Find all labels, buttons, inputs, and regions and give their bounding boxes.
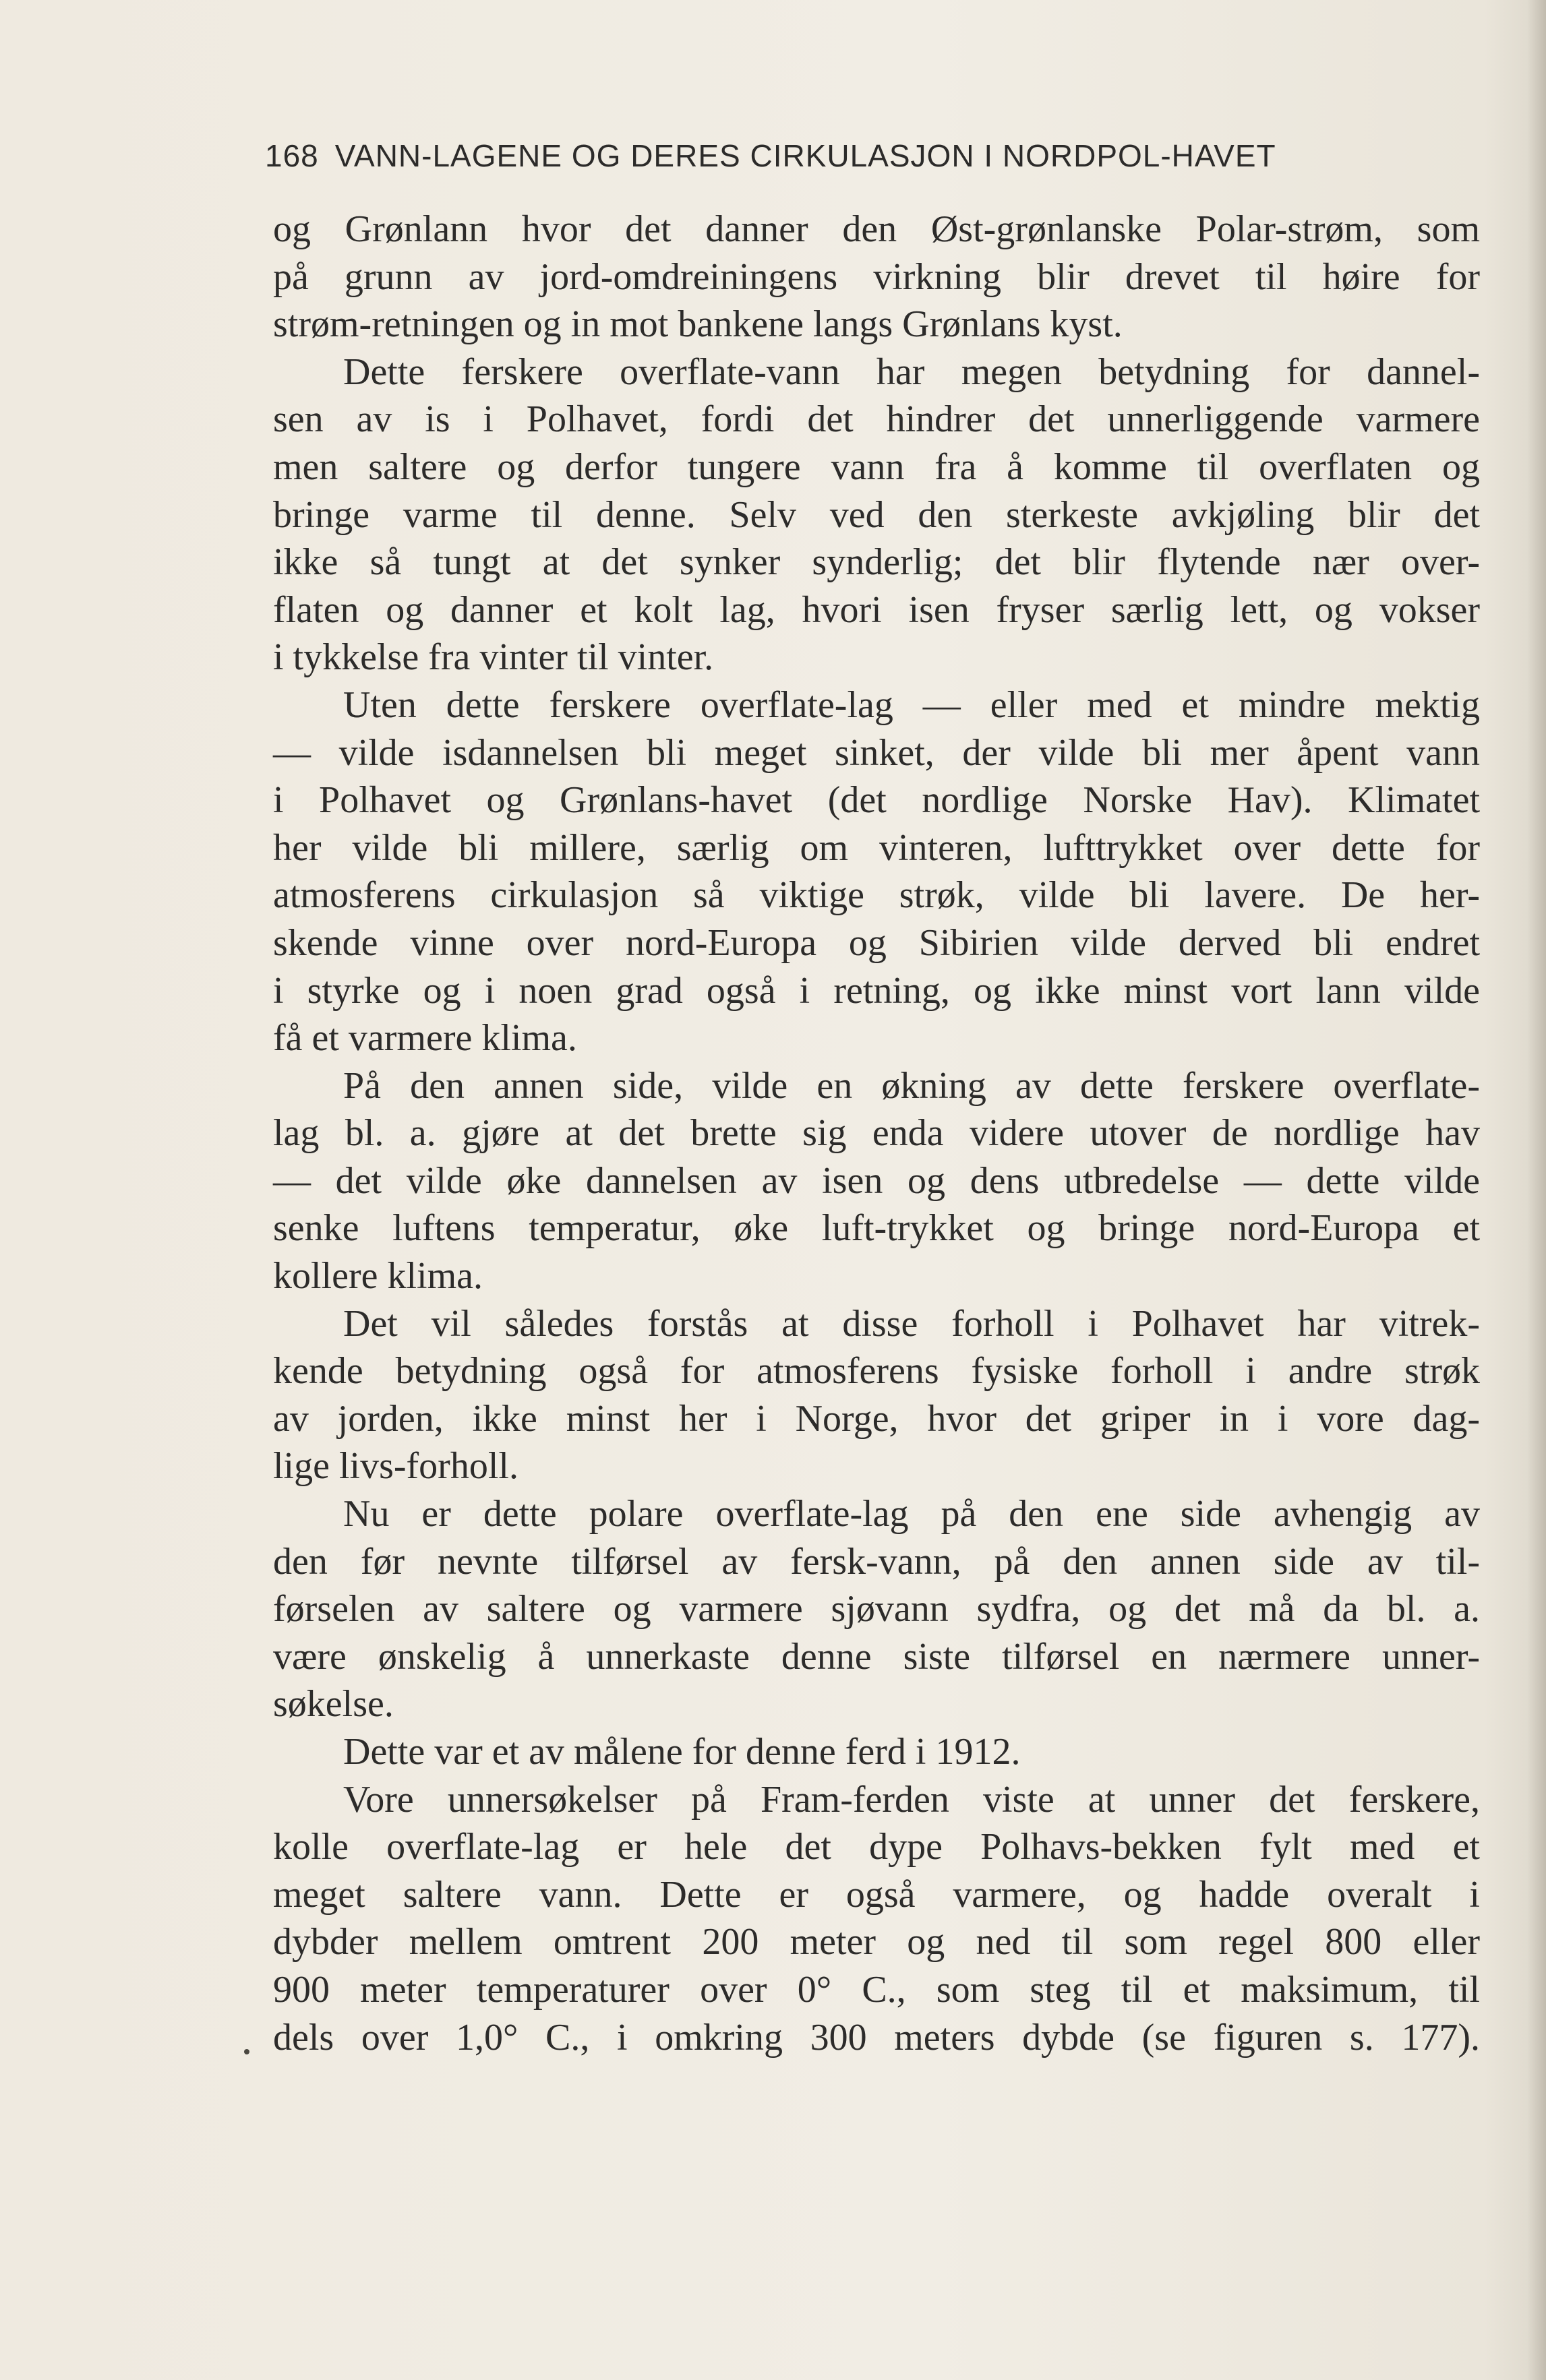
text-line: den før nevnte tilførsel av fersk-vann, på den annen side av til- <box>273 1540 1480 1583</box>
text-line: kollere klima. <box>273 1255 483 1298</box>
text-line: På den annen side, vilde en økning av dette ferskere overflate- <box>343 1064 1480 1107</box>
text-line: skende vinne over nord-Europa og Sibirien vilde derved bli endret <box>273 921 1480 964</box>
page-edge-shadow <box>1527 0 1546 2380</box>
text-line: førselen av saltere og varmere sjøvann sydfra, og det må da bl. a. <box>273 1588 1480 1630</box>
text-line: i tykkelse fra vinter til vinter. <box>273 636 714 679</box>
text-line: være ønskelig å unnerkaste denne siste tilførsel en nærmere unner- <box>273 1635 1480 1678</box>
text-line: dels over 1,0° C., i omkring 300 meters dybde (se figuren s. 177). <box>273 2016 1480 2058</box>
text-line: lige livs-forholl. <box>273 1445 518 1488</box>
text-line: søkelse. <box>273 1683 394 1726</box>
text-line: av jorden, ikke minst her i Norge, hvor det griper in i vore dag- <box>273 1397 1480 1440</box>
text-line: atmosferens cirkulasjon så viktige strøk, vilde bli lavere. De her- <box>273 874 1480 917</box>
text-line: i Polhavet og Grønlans-havet (det nordlige Norske Hav). Klimatet <box>273 779 1480 822</box>
text-line: dybder mellem omtrent 200 meter og ned til som regel 800 eller <box>273 1921 1480 1963</box>
text-line: her vilde bli millere, særlig om vinteren, lufttrykket over dette for <box>273 826 1480 869</box>
text-line: — det vilde øke dannelsen av isen og dens utbredelse — dette vilde <box>273 1159 1480 1202</box>
text-line: og Grønlann hvor det danner den Øst-grønlanske Polar-strøm, som <box>273 208 1480 250</box>
text-line: 900 meter temperaturer over 0° C., som steg til et maksimum, til <box>273 1968 1480 2011</box>
text-line: meget saltere vann. Dette er også varmere, og hadde overalt i <box>273 1873 1480 1916</box>
text-line: Nu er dette polare overflate-lag på den ene side avhengig av <box>343 1493 1480 1535</box>
text-line: strøm-retningen og in mot bankene langs Grønlans kyst. <box>273 303 1123 346</box>
text-line: få et varmere klima. <box>273 1017 577 1060</box>
text-line: senke luftens temperatur, øke luft-trykket og bringe nord-Europa et <box>273 1207 1480 1250</box>
text-line: flaten og danner et kolt lag, hvori isen fryser særlig lett, og vokser <box>273 588 1480 631</box>
text-line: — vilde isdannelsen bli meget sinket, der vilde bli mer åpent vann <box>273 731 1480 774</box>
text-line: Dette var et av målene for denne ferd i 1912. <box>343 1731 1021 1773</box>
text-line: men saltere og derfor tungere vann fra å komme til overflaten og <box>273 446 1480 488</box>
text-line: Vore unnersøkelser på Fram-ferden viste at unner det ferskere, <box>343 1778 1480 1821</box>
text-line: på grunn av jord-omdreiningens virkning blir drevet til høire for <box>273 255 1480 298</box>
page-number: 168 <box>265 138 319 173</box>
text-line: Dette ferskere overflate-vann har megen betydning for dannel- <box>343 350 1480 393</box>
text-line: ikke så tungt at det synker synderlig; det blir flytende nær over- <box>273 541 1480 584</box>
text-line: kolle overflate-lag er hele det dype Polhavs-bekken fylt med et <box>273 1826 1480 1868</box>
running-header <box>265 132 1425 179</box>
text-line: Uten dette ferskere overflate-lag — eller med et mindre mektig <box>343 683 1480 726</box>
body-text <box>273 206 1480 2061</box>
running-title: VANN-LAGENE OG DERES CIRKULASJON I NORDPOL-HAVET <box>334 138 1276 173</box>
text-line: bringe varme til denne. Selv ved den sterkeste avkjøling blir det <box>273 493 1480 536</box>
text-line: kende betydning også for atmosferens fysiske forholl i andre strøk <box>273 1350 1480 1393</box>
text-line: sen av is i Polhavet, fordi det hindrer det unnerliggende varmere <box>273 398 1480 441</box>
margin-dot <box>244 2049 249 2054</box>
text-line: Det vil således forstås at disse forholl i Polhavet har vitrek- <box>343 1302 1480 1345</box>
text-line: lag bl. a. gjøre at det brette sig enda videre utover de nordlige hav <box>273 1112 1480 1155</box>
text-line: i styrke og i noen grad også i retning, og ikke minst vort lann vilde <box>273 969 1480 1012</box>
